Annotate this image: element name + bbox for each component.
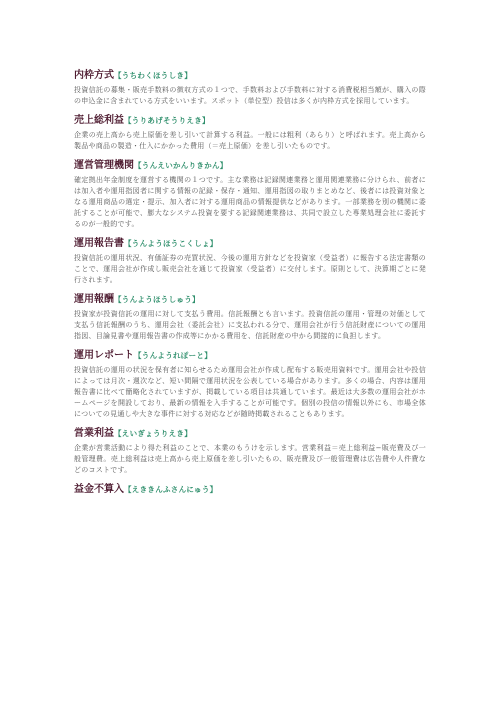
entry-term: 運営管理機関 bbox=[74, 160, 134, 171]
entry-definition: 投資信託の運用の状況を保有者に知らせるため運用会社が作成し配布する販売用資料です。運用会社や投信によっては月次・週次など、短い間隔で運用状況を公表している場合があります。多くの場合、内容は運用報告書に比べて簡略化されていますが、掲載している項目は共通しています。最近は大多数の運用会社がホームページを開設しており、最新の情報を入手することが可能です。個別の投信の情報以外にも、市場全体についての見通しや大きな事件に対する対応などが随時掲載されることもあります。 bbox=[74, 366, 426, 418]
entry-term: 運用レポート bbox=[74, 350, 134, 361]
entry-heading bbox=[74, 290, 426, 306]
entry-definition: 確定拠出年金制度を運営する機関の１つです。主な業務は記録関連業務と運用関連業務に分けられ、前者には加入者や運用指図者に関する情報の記録・保存・通知、運用指図の取りまとめなど、後者には投資対象となる運用商品の選定・提示、加入者に対する運用商品の情報提供などがあります。一部業務を別の機関に委託することが可能で、膨大なシステム投資を要する記録関連業務は、共同で設立した専業処理会社に委託するのが一般的です。 bbox=[74, 176, 426, 228]
entry-reading: 【えいぎょうりえき】 bbox=[114, 429, 192, 438]
entry-reading: 【うんえいかんりきかん】 bbox=[134, 161, 228, 170]
entry-heading bbox=[74, 346, 426, 362]
glossary-entry bbox=[74, 111, 426, 152]
glossary-entry bbox=[74, 480, 426, 496]
entry-reading: 【うんようほうこくしょ】 bbox=[124, 239, 218, 248]
glossary-entry bbox=[74, 156, 426, 230]
entry-heading bbox=[74, 480, 426, 496]
entry-reading: 【えききんふさんにゅう】 bbox=[124, 485, 218, 494]
glossary-entry bbox=[74, 66, 426, 107]
entry-heading bbox=[74, 424, 426, 440]
entry-term: 内枠方式 bbox=[74, 70, 114, 81]
entry-heading bbox=[74, 234, 426, 250]
glossary-entry bbox=[74, 234, 426, 286]
entry-definition: 投資家が投資信託の運用に対して支払う費用。信託報酬とも言います。投資信託の運用・管理の対価として支払う信託報酬のうち、運用会社（委託会社）に支払われる分で、運用会社が行う信託財産についての運用指図、目論見書や運用報告書の作成等にかかる費用を、信託財産の中から間接的に負担します。 bbox=[74, 310, 426, 340]
entry-reading: 【うりあげそうりえき】 bbox=[124, 116, 210, 125]
entry-definition: 企業の売上高から売上原価を差し引いて計算する利益。一般には粗利（あらり）と呼ばれます。売上高から製品や商品の製造・仕入にかかった費用（＝売上原価）を差し引いたものです。 bbox=[74, 131, 426, 150]
entry-reading: 【うちわくほうしき】 bbox=[114, 71, 192, 80]
entry-definition: 企業が営業活動により得た利益のことで、本業のもうけを示します。営業利益＝売上総利益−販売費及び一般管理費。売上総利益は売上高から売上原価を差し引いたもの、販売費及び一般管理費は広告費や人件費などのコストです。 bbox=[74, 444, 426, 474]
entry-heading bbox=[74, 111, 426, 127]
glossary-entry bbox=[74, 346, 426, 420]
entry-heading bbox=[74, 156, 426, 172]
entry-term: 営業利益 bbox=[74, 428, 114, 439]
entry-term: 益金不算入 bbox=[74, 484, 124, 495]
entry-heading bbox=[74, 66, 426, 82]
entry-reading: 【うんようれぽーと】 bbox=[134, 351, 212, 360]
entry-definition: 投資信託の運用状況、有価証券の売買状況、今後の運用方針などを投資家（受益者）に報告する法定書類のことで、運用会社が作成し販売会社を通じて投資家（受益者）に交付します。原則として、決算期ごとに発行されます。 bbox=[74, 254, 426, 284]
entry-reading: 【うんようほうしゅう】 bbox=[114, 295, 200, 304]
glossary-page bbox=[74, 66, 426, 496]
glossary-entry bbox=[74, 424, 426, 476]
entry-term: 売上総利益 bbox=[74, 115, 124, 126]
entry-term: 運用報酬 bbox=[74, 294, 114, 305]
entry-definition: 投資信託の募集・販売手数料の徴収方式の１つで、手数料および手数料に対する消費税相当額が、購入の際の申込金に含まれている方式をいいます。スポット（単位型）投信は多くが内枠方式を採用しています。 bbox=[74, 86, 426, 105]
glossary-entry bbox=[74, 290, 426, 342]
entry-term: 運用報告書 bbox=[74, 238, 124, 249]
